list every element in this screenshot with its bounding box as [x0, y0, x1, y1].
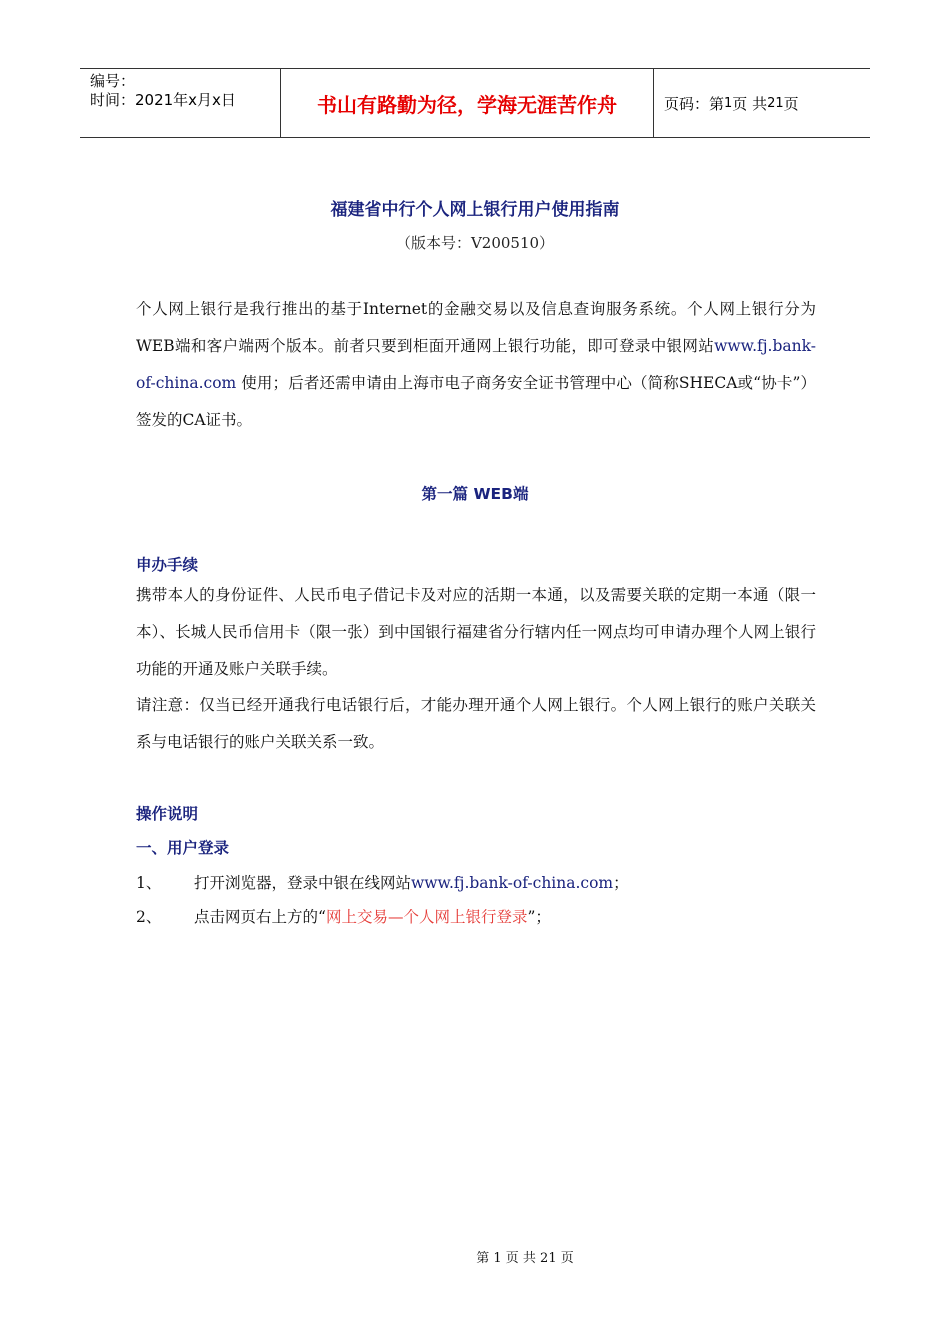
header-left-cell [80, 69, 281, 137]
header-page-suffix: 页 [783, 94, 799, 113]
document-version: （版本号：V200510） [395, 234, 555, 252]
step-item [136, 905, 551, 927]
intro-text-part2: 使用；后者还需申请由上海市电子商务安全证书管理中心（简称SHECA或“协卡”）签发的CA证书。 [136, 374, 816, 429]
intro-text-part1: 个人网上银行是我行推出的基于Internet的金融交易以及信息查询服务系统。个人网上银行分为WEB端和客户端两个版本。前者只要到柜面开通网上银行功能，即可登录中银网站 [136, 300, 816, 355]
step-text: 点击网页右上方的“ [194, 908, 326, 926]
header-motto: 书山有路勤为径，学海无涯苦作舟 [281, 69, 654, 137]
header-page-total: 21 [767, 95, 784, 111]
step-tail: ； [613, 874, 629, 892]
step-number: 2、 [136, 908, 162, 926]
notice-paragraph: 请注意：仅当已经开通我行电话银行后，才能办理开通个人网上银行。个人网上银行的账户关联关系与电话银行的账户关联关系一致。 [136, 696, 816, 751]
header-number-label: 编号： [90, 72, 136, 90]
apply-heading: 申办手续 [136, 556, 199, 574]
apply-paragraph: 携带本人的身份证件、人民币电子借记卡及对应的活期一本通，以及需要关联的定期一本通（限一本）、长城人民币信用卡（限一张）到中国银行福建省分行辖内任一网点均可申请办理个人网上银行功能的开通及账户关联手续。 [136, 586, 816, 678]
login-heading: 一、用户登录 [136, 839, 230, 857]
document-title: 福建省中行个人网上银行用户使用指南 [330, 200, 620, 220]
ops-heading: 操作说明 [136, 805, 199, 823]
header-date: 时间：2021年x月x日 [90, 91, 236, 109]
header-page-info [654, 69, 870, 137]
step-tail: ”； [527, 908, 551, 926]
header-table [80, 68, 870, 138]
intro-paragraph [136, 291, 816, 439]
step-number: 1、 [136, 874, 162, 892]
step-website-link[interactable]: www.fj.bank-of-china.com [411, 874, 614, 892]
section1-title: 第一篇 WEB端 [421, 485, 529, 503]
step-item [136, 871, 629, 893]
page-footer: 第 1 页 共 21 页 [476, 1251, 574, 1266]
intro-website-link[interactable]: www.fj.bank-of-china.com [136, 337, 816, 392]
header-page-prefix: 页码：第 [664, 94, 725, 113]
step-login-link[interactable]: 网上交易—个人网上银行登录 [325, 908, 528, 926]
header-page-current: 1 [724, 95, 733, 111]
header-page-mid: 页 共 [732, 94, 768, 113]
step-text: 打开浏览器，登录中银在线网站 [194, 874, 412, 892]
